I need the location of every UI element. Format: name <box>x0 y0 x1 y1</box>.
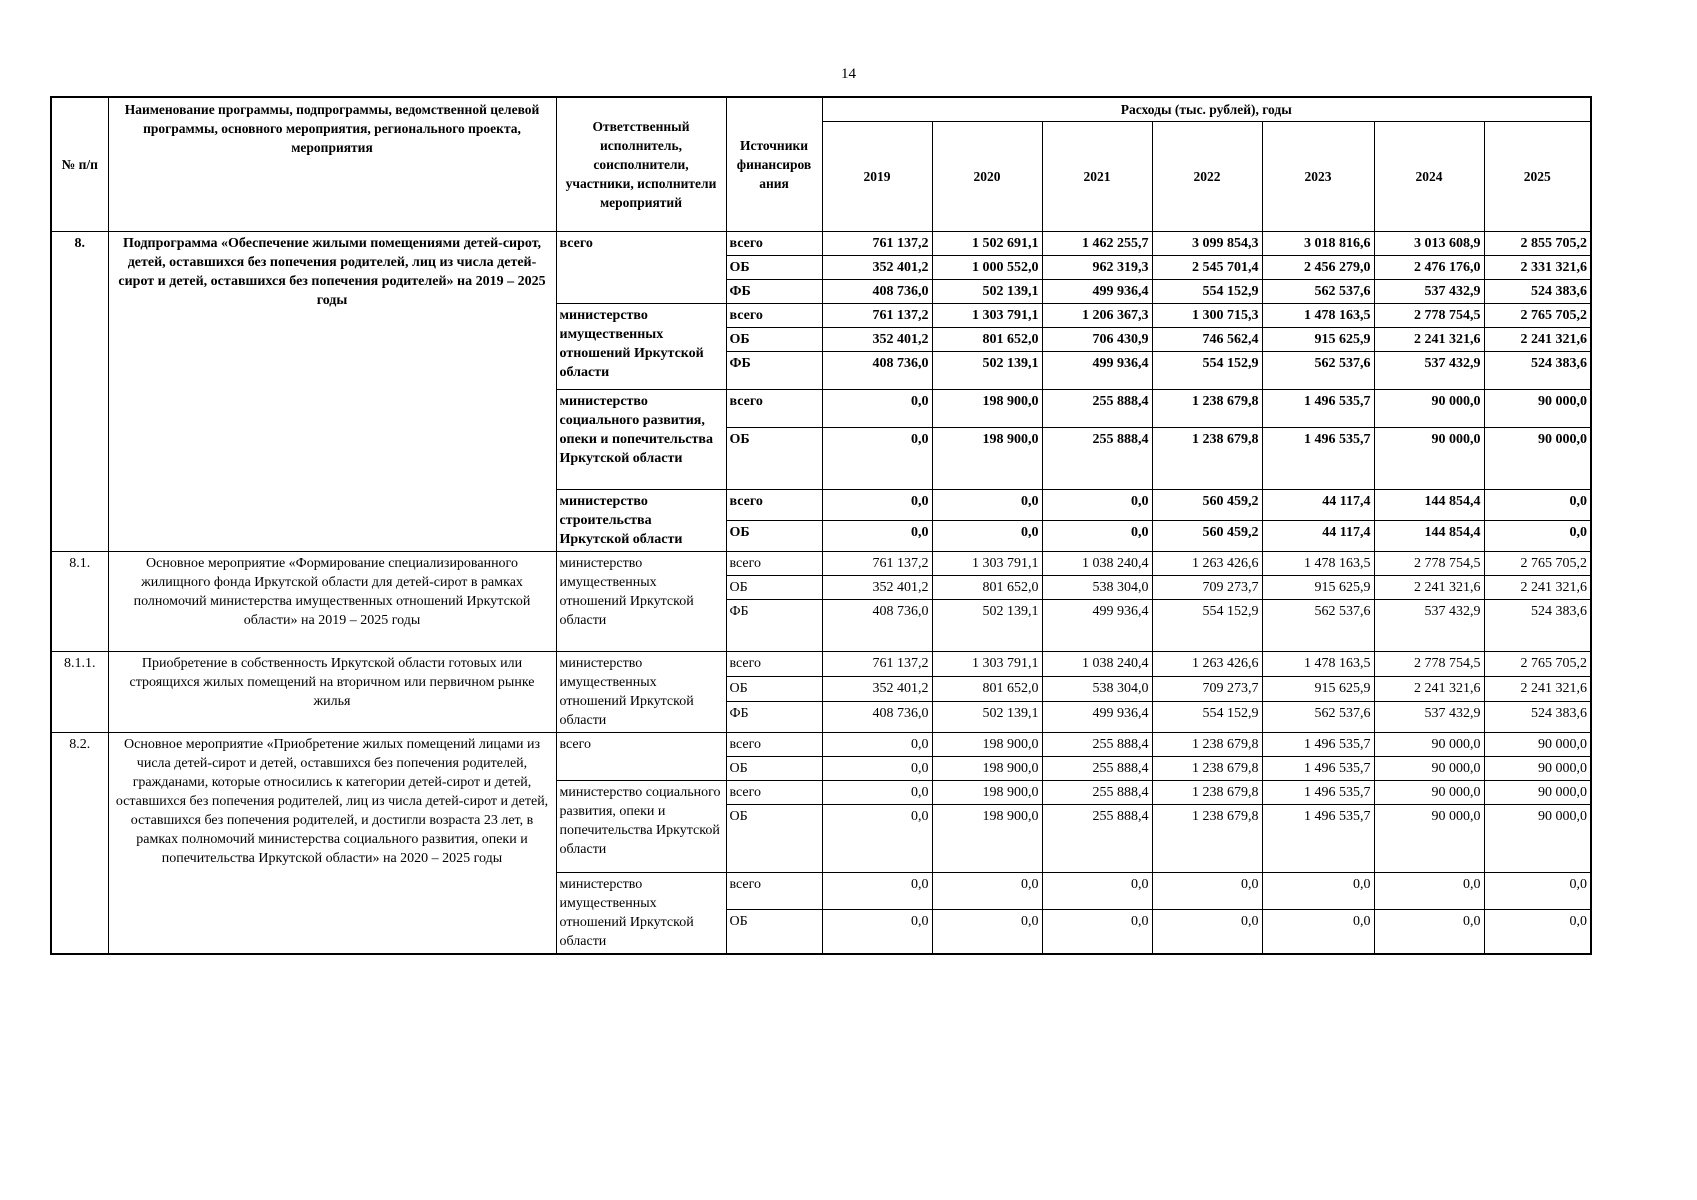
expense-value: 502 139,1 <box>932 352 1042 390</box>
expense-value: 90 000,0 <box>1484 805 1591 873</box>
expense-value: 90 000,0 <box>1374 805 1484 873</box>
funding-source: ФБ <box>726 352 822 390</box>
expense-value: 554 152,9 <box>1152 600 1262 652</box>
expense-value: 2 545 701,4 <box>1152 256 1262 280</box>
expense-value: 538 304,0 <box>1042 576 1152 600</box>
expense-value: 352 401,2 <box>822 328 932 352</box>
expense-value: 502 139,1 <box>932 600 1042 652</box>
responsible-executor: министерство имущественных отношений Иркутской области <box>556 652 726 733</box>
expense-value: 2 241 321,6 <box>1484 676 1591 701</box>
expense-value: 0,0 <box>1152 910 1262 954</box>
expense-value: 499 936,4 <box>1042 352 1152 390</box>
expense-value: 3 018 816,6 <box>1262 232 1374 256</box>
header-year: 2022 <box>1152 122 1262 232</box>
expense-value: 90 000,0 <box>1374 757 1484 781</box>
expense-value: 198 900,0 <box>932 805 1042 873</box>
expense-value: 0,0 <box>822 390 932 428</box>
expense-value: 144 854,4 <box>1374 521 1484 552</box>
expense-value: 915 625,9 <box>1262 328 1374 352</box>
funding-source: всего <box>726 873 822 910</box>
expense-value: 761 137,2 <box>822 652 932 677</box>
expense-value: 2 765 705,2 <box>1484 304 1591 328</box>
funding-source: ОБ <box>726 521 822 552</box>
funding-source: всего <box>726 552 822 576</box>
expense-value: 255 888,4 <box>1042 390 1152 428</box>
table-row <box>51 652 1591 677</box>
expense-value: 0,0 <box>1042 521 1152 552</box>
expense-value: 1 238 679,8 <box>1152 390 1262 428</box>
expense-value: 554 152,9 <box>1152 280 1262 304</box>
program-name: Основное мероприятие «Приобретение жилых помещений лицами из числа детей-сирот и детей, оставшихся без попечения родителей, гражданами, которые относились к категории детей-сирот и детей, оставшихся без попечения родителей, лиц из числа детей-сирот и детей, оставшихся без попечения родителей, и достигли возраста 23 лет, в рамках полномочий министерства социального развития, опеки и попечительства Иркутской области» на 2020 – 2025 годы <box>108 733 556 955</box>
expense-value: 801 652,0 <box>932 676 1042 701</box>
expense-value: 0,0 <box>822 910 932 954</box>
header-year: 2019 <box>822 122 932 232</box>
table-body <box>51 232 1591 955</box>
table-row <box>51 232 1591 256</box>
funding-source: всего <box>726 232 822 256</box>
expense-value: 746 562,4 <box>1152 328 1262 352</box>
funding-source: всего <box>726 781 822 805</box>
expense-value: 562 537,6 <box>1262 352 1374 390</box>
expense-value: 0,0 <box>1374 873 1484 910</box>
expense-value: 2 241 321,6 <box>1484 328 1591 352</box>
expense-value: 1 496 535,7 <box>1262 428 1374 490</box>
expense-value: 198 900,0 <box>932 390 1042 428</box>
expense-value: 709 273,7 <box>1152 676 1262 701</box>
expense-value: 408 736,0 <box>822 280 932 304</box>
table-row <box>51 552 1591 576</box>
expense-value: 408 736,0 <box>822 701 932 732</box>
responsible-executor: министерство имущественных отношений Иркутской области <box>556 552 726 652</box>
expense-value: 0,0 <box>822 805 932 873</box>
funding-source: всего <box>726 390 822 428</box>
expense-value: 1 238 679,8 <box>1152 428 1262 490</box>
expense-value: 2 765 705,2 <box>1484 652 1591 677</box>
budget-table <box>50 96 1592 955</box>
expense-value: 1 238 679,8 <box>1152 733 1262 757</box>
expense-value: 962 319,3 <box>1042 256 1152 280</box>
expense-value: 1 478 163,5 <box>1262 552 1374 576</box>
expense-value: 90 000,0 <box>1484 733 1591 757</box>
expense-value: 0,0 <box>932 490 1042 521</box>
expense-value: 0,0 <box>822 781 932 805</box>
expense-value: 537 432,9 <box>1374 352 1484 390</box>
responsible-executor: министерство социального развития, опеки и попечительства Иркутской области <box>556 390 726 490</box>
funding-source: ФБ <box>726 280 822 304</box>
page-number: 14 <box>841 66 856 82</box>
funding-source: всего <box>726 304 822 328</box>
expense-value: 0,0 <box>822 873 932 910</box>
expense-value: 3 099 854,3 <box>1152 232 1262 256</box>
expense-value: 562 537,6 <box>1262 701 1374 732</box>
funding-source: ФБ <box>726 701 822 732</box>
expense-value: 709 273,7 <box>1152 576 1262 600</box>
expense-value: 915 625,9 <box>1262 576 1374 600</box>
expense-value: 0,0 <box>822 733 932 757</box>
header-sources: Источники финансиров ания <box>726 97 822 232</box>
expense-value: 255 888,4 <box>1042 428 1152 490</box>
expense-value: 562 537,6 <box>1262 600 1374 652</box>
expense-value: 144 854,4 <box>1374 490 1484 521</box>
header-year: 2023 <box>1262 122 1374 232</box>
expense-value: 2 331 321,6 <box>1484 256 1591 280</box>
row-number: 8.1.1. <box>51 652 108 733</box>
expense-value: 198 900,0 <box>932 757 1042 781</box>
expense-value: 2 778 754,5 <box>1374 652 1484 677</box>
expense-value: 524 383,6 <box>1484 701 1591 732</box>
header-no: № п/п <box>51 97 108 232</box>
expense-value: 706 430,9 <box>1042 328 1152 352</box>
header-year: 2024 <box>1374 122 1484 232</box>
expense-value: 0,0 <box>1042 490 1152 521</box>
expense-value: 0,0 <box>1042 873 1152 910</box>
funding-source: ОБ <box>726 256 822 280</box>
expense-value: 90 000,0 <box>1484 428 1591 490</box>
responsible-executor: министерство строительства Иркутской области <box>556 490 726 552</box>
responsible-executor: министерство социального развития, опеки и попечительства Иркутской области <box>556 781 726 873</box>
expense-value: 1 496 535,7 <box>1262 733 1374 757</box>
expense-value: 524 383,6 <box>1484 280 1591 304</box>
expense-value: 801 652,0 <box>932 576 1042 600</box>
table-header <box>51 97 1591 232</box>
header-year: 2020 <box>932 122 1042 232</box>
expense-value: 198 900,0 <box>932 428 1042 490</box>
expense-value: 0,0 <box>1484 910 1591 954</box>
funding-source: ОБ <box>726 805 822 873</box>
expense-value: 255 888,4 <box>1042 757 1152 781</box>
row-number: 8.1. <box>51 552 108 652</box>
expense-value: 1 478 163,5 <box>1262 304 1374 328</box>
expense-value: 1 502 691,1 <box>932 232 1042 256</box>
expense-value: 562 537,6 <box>1262 280 1374 304</box>
expense-value: 538 304,0 <box>1042 676 1152 701</box>
expense-value: 0,0 <box>1484 490 1591 521</box>
expense-value: 2 476 176,0 <box>1374 256 1484 280</box>
expense-value: 198 900,0 <box>932 733 1042 757</box>
expense-value: 255 888,4 <box>1042 733 1152 757</box>
expense-value: 1 238 679,8 <box>1152 781 1262 805</box>
expense-value: 2 241 321,6 <box>1374 676 1484 701</box>
expense-value: 90 000,0 <box>1374 390 1484 428</box>
expense-value: 1 038 240,4 <box>1042 652 1152 677</box>
expense-value: 0,0 <box>1262 910 1374 954</box>
expense-value: 3 013 608,9 <box>1374 232 1484 256</box>
program-name: Приобретение в собственность Иркутской области готовых или строящихся жилых помещений на вторичном или первичном рынке жилья <box>108 652 556 733</box>
responsible-executor: всего <box>556 733 726 781</box>
expense-value: 761 137,2 <box>822 552 932 576</box>
expense-value: 90 000,0 <box>1484 757 1591 781</box>
expense-value: 1 263 426,6 <box>1152 552 1262 576</box>
expense-value: 0,0 <box>1374 910 1484 954</box>
expense-value: 255 888,4 <box>1042 805 1152 873</box>
expense-value: 502 139,1 <box>932 280 1042 304</box>
expense-value: 761 137,2 <box>822 304 932 328</box>
expense-value: 0,0 <box>932 521 1042 552</box>
funding-source: ОБ <box>726 428 822 490</box>
expense-value: 1 038 240,4 <box>1042 552 1152 576</box>
expense-value: 0,0 <box>932 910 1042 954</box>
expense-value: 915 625,9 <box>1262 676 1374 701</box>
expense-value: 1 300 715,3 <box>1152 304 1262 328</box>
expense-value: 44 117,4 <box>1262 490 1374 521</box>
expense-value: 90 000,0 <box>1484 390 1591 428</box>
funding-source: ОБ <box>726 576 822 600</box>
program-name: Основное мероприятие «Формирование специализированного жилищного фонда Иркутской области для детей-сирот в рамках полномочий министерства имущественных отношений Иркутской области» на 2019 – 2025 годы <box>108 552 556 652</box>
expense-value: 1 496 535,7 <box>1262 390 1374 428</box>
expense-value: 1 303 791,1 <box>932 304 1042 328</box>
expense-value: 1 000 552,0 <box>932 256 1042 280</box>
expense-value: 560 459,2 <box>1152 490 1262 521</box>
expense-value: 408 736,0 <box>822 600 932 652</box>
expense-value: 0,0 <box>1262 873 1374 910</box>
expense-value: 1 496 535,7 <box>1262 757 1374 781</box>
expense-value: 44 117,4 <box>1262 521 1374 552</box>
expense-value: 1 238 679,8 <box>1152 805 1262 873</box>
expense-value: 2 241 321,6 <box>1484 576 1591 600</box>
responsible-executor: всего <box>556 232 726 304</box>
expense-value: 1 238 679,8 <box>1152 757 1262 781</box>
funding-source: всего <box>726 733 822 757</box>
expense-value: 90 000,0 <box>1374 733 1484 757</box>
expense-value: 1 303 791,1 <box>932 552 1042 576</box>
expense-value: 1 462 255,7 <box>1042 232 1152 256</box>
row-number: 8. <box>51 232 108 552</box>
expense-value: 0,0 <box>822 490 932 521</box>
expense-value: 0,0 <box>1484 521 1591 552</box>
expense-value: 502 139,1 <box>932 701 1042 732</box>
expense-value: 1 496 535,7 <box>1262 781 1374 805</box>
expense-value: 0,0 <box>822 428 932 490</box>
funding-source: ОБ <box>726 676 822 701</box>
row-number: 8.2. <box>51 733 108 955</box>
responsible-executor: министерство имущественных отношений Иркутской области <box>556 873 726 955</box>
expense-value: 352 401,2 <box>822 676 932 701</box>
table-row <box>51 733 1591 757</box>
expense-value: 2 456 279,0 <box>1262 256 1374 280</box>
expense-value: 801 652,0 <box>932 328 1042 352</box>
expense-value: 761 137,2 <box>822 232 932 256</box>
expense-value: 560 459,2 <box>1152 521 1262 552</box>
expense-value: 408 736,0 <box>822 352 932 390</box>
expense-value: 499 936,4 <box>1042 600 1152 652</box>
expense-value: 0,0 <box>1152 873 1262 910</box>
expense-value: 90 000,0 <box>1484 781 1591 805</box>
funding-source: ОБ <box>726 757 822 781</box>
expense-value: 255 888,4 <box>1042 781 1152 805</box>
funding-source: ОБ <box>726 328 822 352</box>
expense-value: 1 206 367,3 <box>1042 304 1152 328</box>
expense-value: 2 241 321,6 <box>1374 328 1484 352</box>
expense-value: 1 263 426,6 <box>1152 652 1262 677</box>
expense-value: 352 401,2 <box>822 256 932 280</box>
expense-value: 90 000,0 <box>1374 428 1484 490</box>
expense-value: 1 496 535,7 <box>1262 805 1374 873</box>
expense-value: 2 765 705,2 <box>1484 552 1591 576</box>
expense-value: 2 778 754,5 <box>1374 304 1484 328</box>
expense-value: 2 855 705,2 <box>1484 232 1591 256</box>
expense-value: 198 900,0 <box>932 781 1042 805</box>
header-responsible: Ответственный исполнитель, соисполнители, участники, исполнители мероприятий <box>556 97 726 232</box>
responsible-executor: министерство имущественных отношений Иркутской области <box>556 304 726 390</box>
expense-value: 1 478 163,5 <box>1262 652 1374 677</box>
expense-value: 499 936,4 <box>1042 701 1152 732</box>
expense-value: 0,0 <box>822 521 932 552</box>
funding-source: ФБ <box>726 600 822 652</box>
expense-value: 0,0 <box>1484 873 1591 910</box>
expense-value: 0,0 <box>1042 910 1152 954</box>
expense-value: 537 432,9 <box>1374 280 1484 304</box>
expense-value: 1 303 791,1 <box>932 652 1042 677</box>
expense-value: 524 383,6 <box>1484 600 1591 652</box>
expense-value: 90 000,0 <box>1374 781 1484 805</box>
expense-value: 0,0 <box>822 757 932 781</box>
expense-value: 499 936,4 <box>1042 280 1152 304</box>
expense-value: 537 432,9 <box>1374 701 1484 732</box>
header-year: 2025 <box>1484 122 1591 232</box>
header-expenses: Расходы (тыс. рублей), годы <box>822 97 1591 122</box>
expense-value: 554 152,9 <box>1152 701 1262 732</box>
header-year: 2021 <box>1042 122 1152 232</box>
expense-value: 0,0 <box>932 873 1042 910</box>
expense-value: 352 401,2 <box>822 576 932 600</box>
expense-value: 537 432,9 <box>1374 600 1484 652</box>
header-name: Наименование программы, подпрограммы, ведомственной целевой программы, основного мероприятия, регионального проекта, мероприятия <box>108 97 556 232</box>
expense-value: 554 152,9 <box>1152 352 1262 390</box>
expense-value: 2 241 321,6 <box>1374 576 1484 600</box>
funding-source: всего <box>726 652 822 677</box>
funding-source: всего <box>726 490 822 521</box>
funding-source: ОБ <box>726 910 822 954</box>
expense-value: 524 383,6 <box>1484 352 1591 390</box>
expense-value: 2 778 754,5 <box>1374 552 1484 576</box>
program-name: Подпрограмма «Обеспечение жилыми помещениями детей-сирот, детей, оставшихся без попечения родителей, лиц из числа детей-сирот и детей, оставшихся без попечения родителей» на 2019 – 2025 годы <box>108 232 556 552</box>
